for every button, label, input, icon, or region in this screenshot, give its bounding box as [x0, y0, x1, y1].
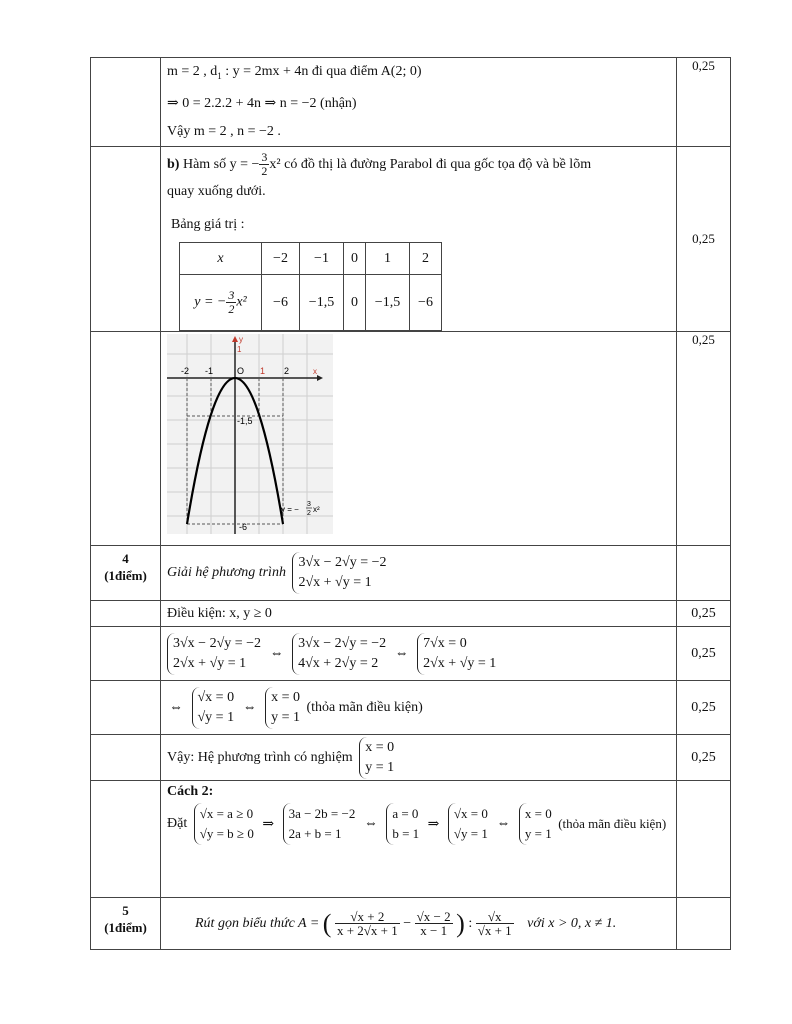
row-condition	[91, 601, 731, 627]
svg-text:-1,5: -1,5	[237, 416, 253, 427]
implies-icon: ⇒	[427, 816, 440, 832]
system-equations: 3√x − 2√y = −2 2√x + √y = 1	[292, 552, 386, 594]
part-b-label: b)	[167, 156, 180, 172]
svg-text:1: 1	[260, 366, 266, 377]
line-solve-n: ⇒ 0 = 2.2.2 + 4n ⇒ n = −2 (nhận)	[167, 95, 357, 111]
row-conclusion: Vậy: Hệ phương trình có nghiệm x = 0 y = 1 0,25	[91, 735, 731, 781]
row-step2: ⇔ √x = 0 √y = 1 ⇔ x = 0 y = 1 (thỏa mãn điều kiện) 0,25	[91, 681, 731, 735]
score: 0,25	[692, 332, 715, 348]
svg-text:-1: -1	[205, 366, 214, 377]
row-alt-method: Cách 2: Đặt √x = a ≥ 0 √y = b ≥ 0 ⇒ 3a − 2b = −2 2a + b = 1 ⇔ a = 0 b = 1 ⇒ √x = 0 √y = 1 ⇔ x = 0 y = 1 (thỏa mãn điều kiện)	[91, 781, 731, 898]
svg-text:2: 2	[284, 366, 290, 377]
equivalent-icon: ⇔	[169, 699, 183, 715]
svg-text:2: 2	[307, 510, 311, 518]
equivalent-icon: ⇔	[394, 645, 409, 661]
score: 0,25	[691, 605, 716, 621]
question-points: (1điểm)	[104, 568, 147, 584]
svg-text:-6: -6	[239, 522, 248, 533]
right-paren: )	[456, 908, 465, 938]
equivalent-icon: ⇔	[363, 816, 378, 832]
row-part-a	[91, 58, 731, 147]
answer-table	[90, 57, 731, 950]
question-number: 5	[122, 903, 129, 919]
q4-title: Giải hệ phương trình	[167, 565, 286, 581]
svg-text:y: y	[239, 335, 243, 345]
svg-text:1: 1	[237, 345, 242, 355]
score: 0,25	[691, 699, 716, 715]
question-number: 4	[122, 551, 129, 567]
score: 0,25	[691, 749, 716, 765]
row-q5-title: 5 (1điểm) Rút gọn biểu thức A = ( $\frac{√x + 2}{x + 2√x + 1}$ − $\frac{√x - 2}{x - 1}$ ) : $\frac{√x}{√x + 1}$ với x > 0, x ≠ 1.	[91, 898, 731, 950]
score: 0,25	[691, 645, 716, 661]
equivalent-icon: ⇔	[242, 699, 257, 715]
part-b-text: b) Hàm số y = − $\frac{3}{2}$ x² có đồ thị là đường Parabol đi qua gốc tọa độ và bề lõm	[167, 150, 592, 179]
line-d1: m = 2 , $d_1$ : y = 2mx + 4n đi qua điểm A(2; 0)	[167, 64, 422, 81]
alt-title: Cách 2:	[167, 784, 214, 800]
row-step1: 3√x − 2√y = −2 2√x + √y = 1 ⇔ 3√x − 2√y = −2 4√x + 2√y = 2 ⇔ 7√x = 0 2√x + √y = 1 0,25	[91, 627, 731, 681]
row-graph	[91, 332, 731, 546]
svg-text:O: O	[237, 366, 245, 377]
left-paren: (	[322, 908, 332, 938]
svg-text:x²: x²	[313, 505, 320, 515]
value-table	[179, 242, 442, 331]
line-conclusion-a: Vậy m = 2 , n = −2 .	[167, 123, 281, 139]
question-points: (1điểm)	[104, 920, 147, 936]
svg-text:-2: -2	[181, 366, 190, 377]
value-table-x-row: x −2 −1 0 1 2	[180, 243, 442, 275]
score: 0,25	[692, 58, 715, 73]
implies-icon: ⇒	[262, 816, 275, 832]
row-part-b: b) Hàm số y = − $\frac{3}{2}$ x² có đồ thị là đường Parabol đi qua gốc tọa độ và bề lõm quay xuống dưới. Bảng giá trị : x −2 −1 0 1 2 y = − $\frac{3}{2}$ x² −6 −1,5 0 −1,5 −6 0,25	[91, 146, 731, 331]
fraction-3-2: $\frac{3}{2}$	[261, 150, 268, 179]
row-q4-title	[91, 546, 731, 601]
table-title: Bảng giá trị :	[171, 217, 245, 233]
score: 0,25	[692, 230, 715, 246]
equivalent-icon: ⇔	[496, 816, 511, 832]
condition: Điều kiện: x, y ≥ 0	[161, 601, 677, 627]
svg-text:3: 3	[307, 501, 311, 509]
value-table-y-row: y = − $\frac{3}{2}$ x² −6 −1,5 0 −1,5 −6	[180, 275, 442, 331]
parabola-graph	[167, 334, 333, 534]
svg-text:x: x	[313, 367, 317, 377]
equivalent-icon: ⇔	[269, 645, 284, 661]
svg-text:y = −: y = −	[281, 505, 299, 515]
